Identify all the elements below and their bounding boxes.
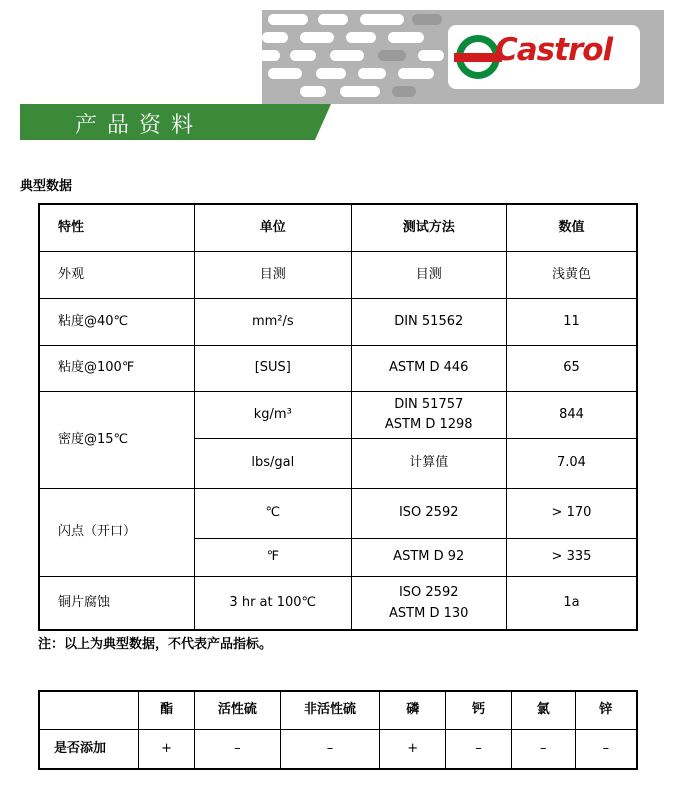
value-cell: 65 bbox=[506, 345, 637, 391]
unit-cell: ℉ bbox=[195, 538, 351, 576]
value-cell: 1a bbox=[506, 576, 637, 630]
additive-value-row bbox=[39, 729, 637, 769]
method-line: DIN 51757 bbox=[394, 396, 464, 412]
logo-text: Castrol bbox=[495, 32, 613, 68]
method-cell bbox=[351, 391, 506, 438]
property-cell: 闪点（开口） bbox=[39, 488, 195, 576]
table-row bbox=[39, 576, 637, 630]
property-cell: 粘度@40℃ bbox=[39, 298, 195, 345]
value-cell: 844 bbox=[506, 391, 637, 438]
additive-value-cell: + bbox=[139, 729, 195, 769]
additive-header-cell: 酯 bbox=[139, 691, 195, 729]
additive-value-cell: + bbox=[380, 729, 446, 769]
table-row bbox=[39, 251, 637, 298]
table-row bbox=[39, 345, 637, 391]
additive-header-cell: 活性硫 bbox=[195, 691, 281, 729]
additive-header-cell bbox=[39, 691, 139, 729]
banner-title: 产品资料 bbox=[75, 113, 204, 138]
unit-cell: 目测 bbox=[195, 251, 351, 298]
method-cell: DIN 51562 bbox=[351, 298, 506, 345]
header-method: 测试方法 bbox=[351, 204, 506, 251]
unit-cell: ℃ bbox=[195, 488, 351, 538]
additive-value-cell: – bbox=[195, 729, 281, 769]
title-banner-tail bbox=[315, 104, 331, 140]
unit-cell: lbs/gal bbox=[195, 438, 351, 488]
method-line: ASTM D 1298 bbox=[384, 416, 473, 432]
method-cell bbox=[351, 576, 506, 630]
method-cell: ASTM D 92 bbox=[351, 538, 506, 576]
table-row bbox=[39, 391, 637, 438]
footnote: 注：以上为典型数据，不代表产品指标。 bbox=[38, 637, 273, 652]
additive-value-cell: – bbox=[280, 729, 380, 769]
method-line: ISO 2592 bbox=[398, 584, 459, 600]
table-row bbox=[39, 488, 637, 538]
additive-header-cell: 锌 bbox=[575, 691, 637, 729]
section-title: 典型数据 bbox=[20, 179, 73, 194]
unit-cell: 3 hr at 100℃ bbox=[195, 576, 351, 630]
table-row bbox=[39, 298, 637, 345]
additive-value-cell: – bbox=[511, 729, 575, 769]
header-unit: 单位 bbox=[195, 204, 351, 251]
property-cell: 密度@15℃ bbox=[39, 391, 195, 488]
property-cell: 铜片腐蚀 bbox=[39, 576, 195, 630]
property-cell: 粘度@100℉ bbox=[39, 345, 195, 391]
table-header-row bbox=[39, 204, 637, 251]
value-cell: > 335 bbox=[506, 538, 637, 576]
header-property: 特性 bbox=[39, 204, 195, 251]
value-cell: 11 bbox=[506, 298, 637, 345]
row-label: 是否添加 bbox=[39, 729, 139, 769]
additive-header-cell: 氯 bbox=[511, 691, 575, 729]
value-cell: > 170 bbox=[506, 488, 637, 538]
method-cell: ASTM D 446 bbox=[351, 345, 506, 391]
spec-table bbox=[38, 203, 638, 631]
property-cell: 外观 bbox=[39, 251, 195, 298]
method-cell: 计算值 bbox=[351, 438, 506, 488]
method-line: ASTM D 130 bbox=[389, 605, 469, 621]
unit-cell: mm²/s bbox=[195, 298, 351, 345]
unit-cell: [SUS] bbox=[195, 345, 351, 391]
method-cell: 目测 bbox=[351, 251, 506, 298]
additive-header-row bbox=[39, 691, 637, 729]
additive-value-cell: – bbox=[575, 729, 637, 769]
additive-header-cell: 钙 bbox=[446, 691, 512, 729]
value-cell: 浅黄色 bbox=[506, 251, 637, 298]
additive-table bbox=[38, 690, 638, 770]
additive-header-cell: 非活性硫 bbox=[280, 691, 380, 729]
header-value: 数值 bbox=[506, 204, 637, 251]
additive-value-cell: – bbox=[446, 729, 512, 769]
method-cell: ISO 2592 bbox=[351, 488, 506, 538]
additive-header-cell: 磷 bbox=[380, 691, 446, 729]
value-cell: 7.04 bbox=[506, 438, 637, 488]
unit-cell: kg/m³ bbox=[195, 391, 351, 438]
